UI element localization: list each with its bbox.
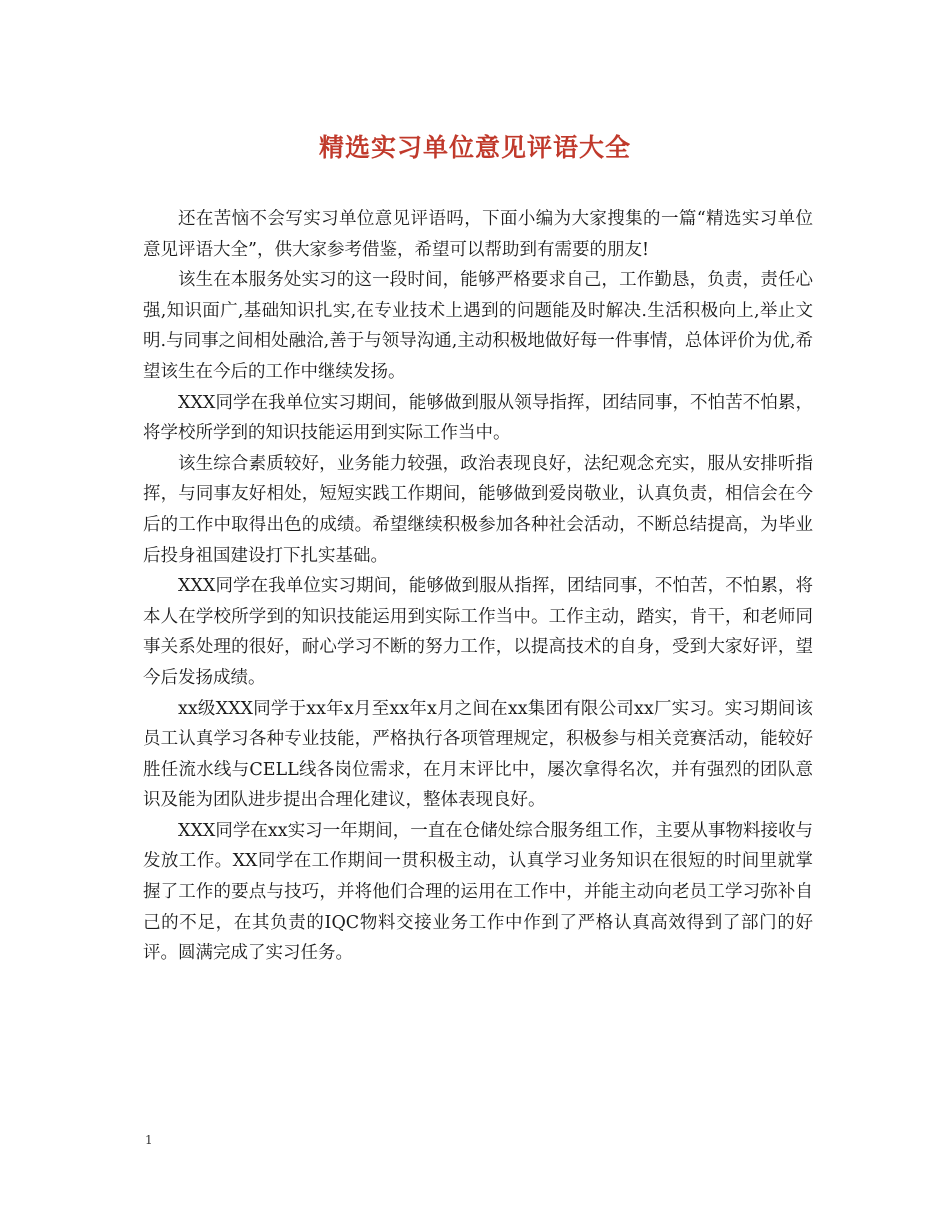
paragraph-intro: 还在苦恼不会写实习单位意见评语吗，下面小编为大家搜集的一篇“精选实习单位意见评语大全”，供大家参考借鉴，希望可以帮助到有需要的朋友!	[143, 209, 813, 260]
paragraph-comment-2: XXX同学在我单位实习期间，能够做到服从领导指挥，团结同事，不怕苦不怕累，将学校所学到的知识技能运用到实际工作当中。	[143, 392, 813, 444]
paragraph-comment-6: XXX同学在xx实习一年期间，一直在仓储处综合服务组工作，主要从事物料接收与发放工作。XX同学在工作期间一贯积极主动，认真学习业务知识在很短的时间里就掌握了工作的要点与技巧，并将他们合理的运用在工作中，并能主动向老员工学习弥补自己的不足，在其负责的IQC物料交接业务工作中作到了严格认真高效得到了部门的好评。圆满完成了实习任务。	[143, 820, 813, 964]
paragraph-comment-1: 该生在本服务处实习的这一段时间，能够严格要求自己，工作勤恳，负责，责任心强,知识面广,基础知识扎实,在专业技术上遇到的问题能及时解决.生活积极向上,举止文明.与同事之间相处融洽,善于与领导沟通,主动积极地做好每一件事情，总体评价为优,希望该生在今后的工作中继续发扬。	[143, 270, 813, 382]
paragraph-comment-3: 该生综合素质较好，业务能力较强，政治表现良好，法纪观念充实，服从安排听指挥，与同事友好相处，短短实践工作期间，能够做到爱岗敬业，认真负责，相信会在今后的工作中取得出色的成绩。希望继续积极参加各种社会活动，不断总结提高，为毕业后投身祖国建设打下扎实基础。	[143, 453, 813, 566]
page-title: 精选实习单位意见评语大全	[318, 133, 631, 162]
paragraph-comment-4: XXX同学在我单位实习期间，能够做到服从指挥，团结同事，不怕苦，不怕累，将本人在学校所学到的知识技能运用到实际工作当中。工作主动，踏实，肯干，和老师同事关系处理的很好，耐心学习不断的努力工作，以提高技术的自身，受到大家好评，望今后发扬成绩。	[143, 576, 813, 688]
document-body	[143, 204, 813, 969]
page-number: 1	[145, 1133, 153, 1147]
paragraph-comment-5: xx级XXX同学于xx年x月至xx年x月之间在xx集团有限公司xx厂实习。实习期间该员工认真学习各种专业技能，严格执行各项管理规定，积极参与相关竞赛活动，能较好胜任流水线与CELL线各岗位需求，在月末评比中，屡次拿得名次，并有强烈的团队意识及能为团队进步提出合理化建议，整体表现良好。	[143, 698, 813, 811]
